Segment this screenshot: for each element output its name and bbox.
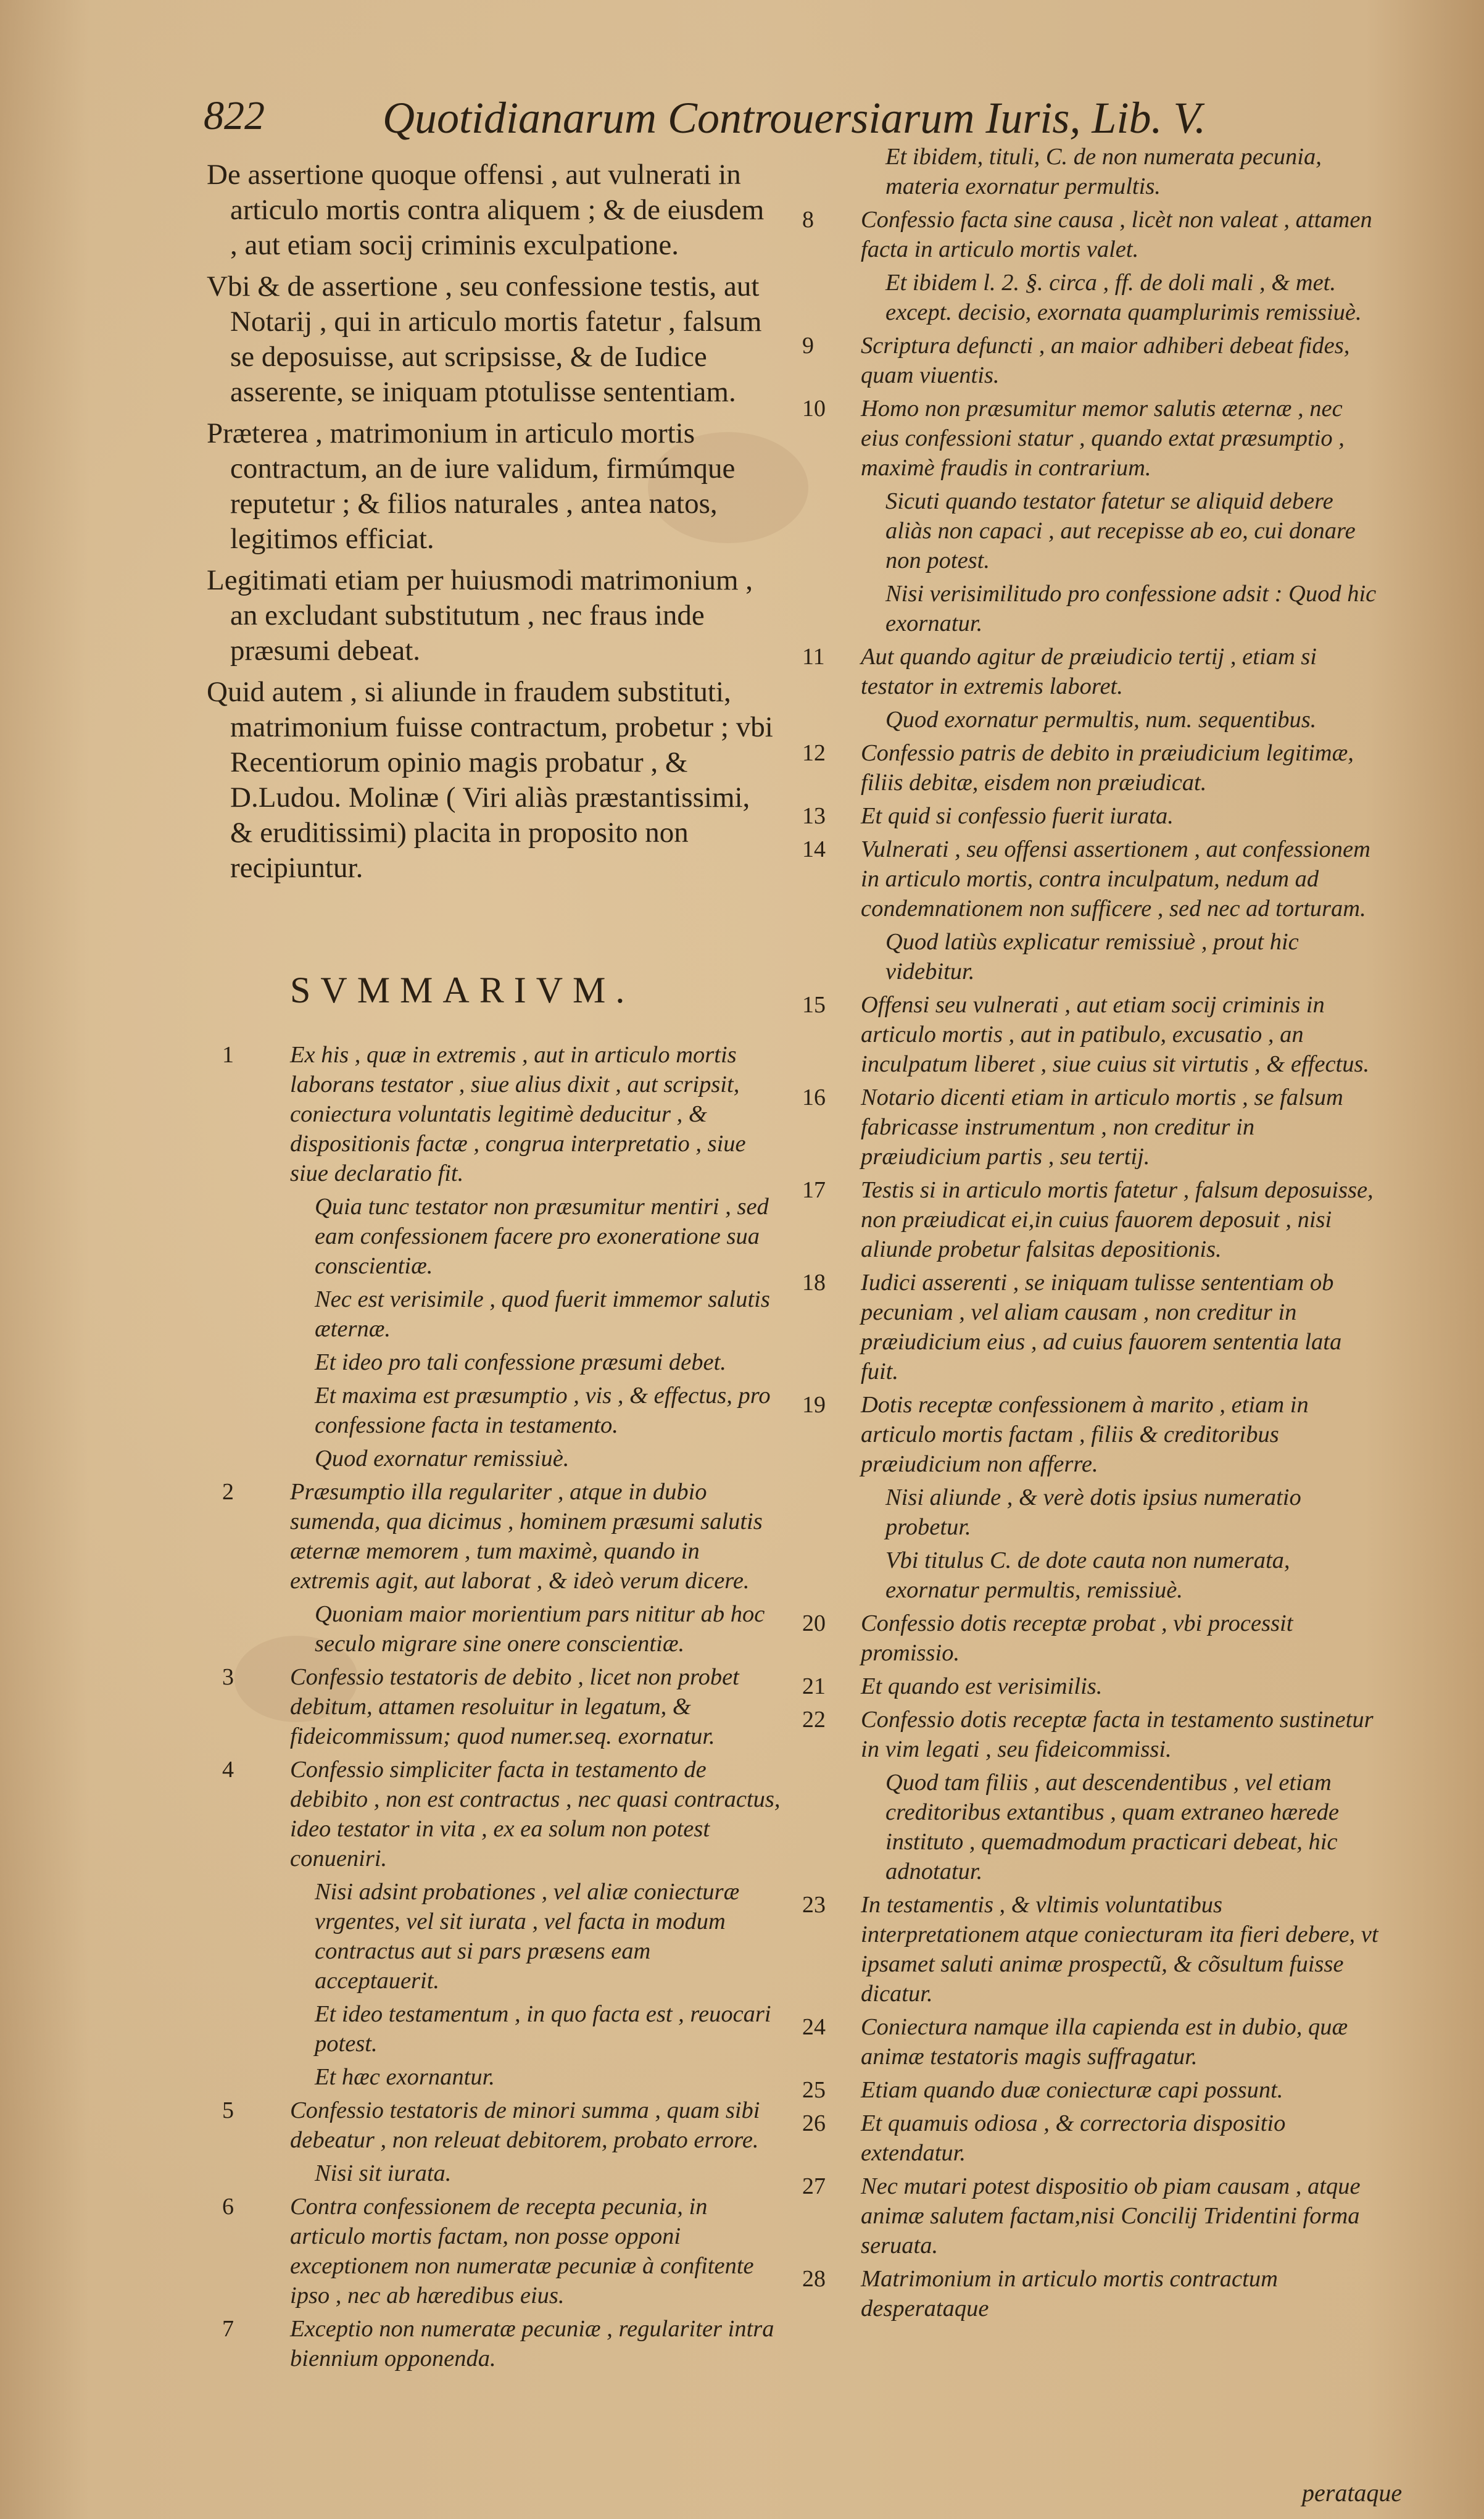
entry-number: 5: [222, 2097, 234, 2123]
entry-number: 15: [802, 992, 826, 1018]
entry-text: Nisi aliunde , & verè dotis ipsius numeratio probetur.: [885, 1484, 1301, 1540]
entry-text: Dotis receptæ confessionem à marito , etiam in articulo mortis factam , filiis & creditoribus præiudicium non afferre.: [861, 1392, 1309, 1477]
entry-text: Confessio simpliciter facta in testamento de debibito , non est contractus , nec quasi contractus, ideo testator in vita , ex ea solum non potest conueniri.: [290, 1757, 781, 1872]
entry-text: Coniectura namque illa capienda est in dubio, quæ animæ testatoris magis suffragatur.: [861, 2014, 1348, 2070]
entry-text: Nisi sit iurata.: [315, 2160, 452, 2186]
entry-number: 25: [802, 2077, 826, 2103]
entry-number: 21: [802, 1673, 826, 1699]
summary-entry: [802, 394, 1379, 483]
intro-paragraph: Legitimati etiam per huiusmodi matrimonium , an excludant substitutum , nec fraus inde præsumi debeat.: [207, 564, 753, 667]
entry-text: Nec mutari potest dispositio ob piam causam , atque animæ salutem factam,nisi Concilij Tridentini forma seruata.: [861, 2173, 1361, 2259]
entry-text: Nisi adsint probationes , vel aliæ coniecturæ vrgentes, vel sit iurata , vel facta in modum contractus aut si pars præsens eam acceptauerit.: [315, 1879, 740, 1994]
summary-entry: [802, 1768, 1379, 1886]
intro-paragraph: Quid autem , si aliunde in fraudem substituti, matrimonium fuisse contractum, probetur ; vbi Recentiorum opinio magis probatur , & D.Ludou. Molinæ ( Viri aliàs præstantissimi, & eruditissimi) placita in proposito non recipiuntur.: [207, 676, 773, 884]
summary-entry: [802, 579, 1379, 638]
entry-text: Nisi verisimilitudo pro confessione adsit : Quod hic exornatur.: [885, 581, 1377, 636]
entry-text: Et ideo pro tali confessione præsumi debet.: [315, 1349, 726, 1375]
entry-text: Confessio facta sine causa , licèt non valeat , attamen facta in articulo mortis valet.: [861, 207, 1372, 262]
catchword: perataque: [1302, 2479, 1403, 2507]
entry-text: Et ibidem, tituli, C. de non numerata pecunia, materia exornatur permultis.: [885, 144, 1322, 199]
entry-text: Præsumptio illa regulariter , atque in dubio sumenda, qua dicimus , hominem præsumi salutis æternæ memorem , tum maximè, quando in extremis agit, aut laborat , & ideò verum dicere.: [290, 1479, 763, 1594]
summary-entry: [802, 2171, 1379, 2260]
summary-entry: [222, 2192, 781, 2310]
entry-text: Quod exornatur permultis, num. sequentibus.: [885, 707, 1317, 733]
entry-text: Vbi titulus C. de dote cauta non numerata, exornatur permultis, remissiuè.: [885, 1547, 1290, 1603]
entry-number: 28: [802, 2266, 826, 2292]
summary-entry: [802, 2012, 1379, 2071]
running-title: Quotidianarum Controuersiarum Iuris, Lib. V.: [383, 93, 1206, 143]
entry-number: 19: [802, 1392, 826, 1418]
summary-left-column: [222, 1040, 781, 2377]
summary-entry: [222, 1444, 781, 1473]
entry-number: 20: [802, 1610, 826, 1636]
entry-text: Confessio testatoris de debito , licet non probet debitum, attamen resoluitur in legatum, & fideicommissum; quod numer.seq. exornatur.: [290, 1664, 739, 1749]
summary-entry: [222, 1599, 781, 1659]
summary-entry: [802, 142, 1379, 201]
entry-number: 23: [802, 1892, 826, 1918]
entry-number: 16: [802, 1085, 826, 1110]
entry-text: Homo non præsumitur memor salutis æternæ , nec eius confessioni statur , quando extat præsumptio , maximè fraudis in contrarium.: [861, 396, 1345, 481]
entry-number: 1: [222, 1042, 234, 1068]
entry-text: Notario dicenti etiam in articulo mortis , se falsum fabricasse instrumentum , non creditur in præiudicium partis , seu tertij.: [861, 1085, 1343, 1170]
entry-text: Et maxima est præsumptio , vis , & effectus, pro confessione facta in testamento.: [315, 1383, 771, 1438]
summary-entry: [802, 1546, 1379, 1605]
summary-entry: [802, 1083, 1379, 1172]
summary-entry: [222, 1347, 781, 1377]
entry-text: Quoniam maior morientium pars nititur ab hoc seculo migrare sine onere conscientiæ.: [315, 1601, 765, 1657]
summary-entry: [802, 1268, 1379, 1386]
summary-entry: [222, 1662, 781, 1751]
entry-number: 12: [802, 740, 826, 766]
entry-text: Nec est verisimile , quod fuerit immemor salutis æternæ.: [315, 1286, 770, 1342]
summary-heading: SVMMARIVM.: [290, 970, 635, 1010]
entry-text: Et ibidem l. 2. §. circa , ff. de doli mali , & met. except. decisio, exornata quamplurimis remissiuè.: [885, 270, 1362, 325]
summary-entry: [802, 205, 1379, 264]
entry-text: Iudici asserenti , se iniquam tulisse sententiam ob pecuniam , vel aliam causam , non creditur in præiudicium eius , ad cuius fauorem sententia lata fuit.: [861, 1270, 1342, 1384]
entry-text: Et quamuis odiosa , & correctoria dispositio extendatur.: [861, 2110, 1286, 2166]
entry-text: Scriptura defuncti , an maior adhiberi debeat fides, quam viuentis.: [861, 333, 1350, 388]
entry-number: 10: [802, 396, 826, 422]
summary-entry: [802, 801, 1379, 831]
summary-entry: [802, 2264, 1379, 2323]
entry-text: Et quid si confessio fuerit iurata.: [861, 803, 1174, 829]
summary-entry: [222, 1477, 781, 1596]
intro-paragraph: De assertione quoque offensi , aut vulnerati in articulo mortis contra aliquem ; & de eiusdem , aut etiam socij criminis exculpatione.: [207, 159, 765, 261]
entry-text: Vulnerati , seu offensi assertionem , aut confessionem in articulo mortis, contra inculpatum, nedum ad condemnationem non sufficere , sed nec ad torturam.: [861, 836, 1370, 922]
entry-number: 27: [802, 2173, 826, 2199]
summary-entry: [222, 2062, 781, 2092]
summary-entry: [802, 1890, 1379, 2009]
entry-number: 2: [222, 1479, 234, 1505]
entry-number: 3: [222, 1664, 234, 1690]
entry-number: 17: [802, 1177, 826, 1203]
entry-text: Matrimonium in articulo mortis contractum desperataque: [861, 2266, 1278, 2321]
summary-entry: [222, 2159, 781, 2188]
intro-paragraph: Vbi & de assertione , seu confessione testis, aut Notarij , qui in articulo mortis fatetur , falsum se deposuisse, aut scripsisse, & de Iudice asserente, se iniquam ptotulisse sententiam.: [207, 270, 762, 408]
entry-number: 8: [802, 207, 814, 233]
summary-entry: [802, 268, 1379, 327]
entry-number: 13: [802, 803, 826, 829]
entry-text: Quod latiùs explicatur remissiuè , prout hic videbitur.: [885, 929, 1299, 985]
summary-entry: [802, 738, 1379, 797]
summary-entry: [802, 486, 1379, 575]
entry-text: In testamentis , & vltimis voluntatibus interpretationem atque coniecturam ita fieri debere, vt ipsamet saluti animæ prospectũ, & cõsultum fuisse dicatur.: [861, 1892, 1378, 2007]
summary-entry: [222, 2314, 781, 2373]
summary-entry: [802, 835, 1379, 923]
entry-text: Offensi seu vulnerati , aut etiam socij criminis in articulo mortis , aut in patibulo, excusatio , an inculpatum liberet , siue cuius sit virtutis , & effectus.: [861, 992, 1370, 1077]
entry-text: Confessio dotis receptæ probat , vbi processit promissio.: [861, 1610, 1293, 1666]
summary-entry: [222, 1040, 781, 1188]
summary-entry: [222, 1284, 781, 1344]
entry-text: Quia tunc testator non præsumitur mentiri , sed eam confessionem facere pro exoneratione sua conscientiæ.: [315, 1194, 769, 1279]
entry-text: Contra confessionem de recepta pecunia, in articulo mortis factam, non posse opponi exceptionem non numeratæ pecuniæ à confitente ipso , nec ab hæredibus eius.: [290, 2194, 754, 2309]
summary-entry: [802, 2075, 1379, 2105]
summary-entry: [802, 1175, 1379, 1264]
entry-number: 24: [802, 2014, 826, 2040]
entry-text: Etiam quando duæ coniecturæ capi possunt.: [861, 2077, 1283, 2103]
summary-entry: [222, 1381, 781, 1440]
entry-number: 14: [802, 836, 826, 862]
summary-entry: [802, 990, 1379, 1079]
entry-text: Exceptio non numeratæ pecuniæ , regulariter intra biennium opponenda.: [290, 2316, 774, 2371]
entry-number: 7: [222, 2316, 234, 2342]
summary-entry: [802, 1705, 1379, 1764]
entry-text: Confessio testatoris de minori summa , quam sibi debeatur , non releuat debitorem, probato errore.: [290, 2097, 760, 2153]
summary-entry: [802, 331, 1379, 390]
summary-entry: [802, 642, 1379, 701]
summary-entry: [222, 2096, 781, 2155]
entry-text: Ex his , quæ in extremis , aut in articulo mortis laborans testator , siue alius dixit , aut scripsit, coniectura voluntatis legitimè deducitur , & dispositionis factæ , congrua interpretatio , siue siue declaratio fit.: [290, 1042, 746, 1186]
left-intro-column: [207, 157, 774, 892]
entry-text: Sicuti quando testator fatetur se aliquid debere aliàs non capaci , aut recepisse ab eo, cui donare non potest.: [885, 488, 1356, 573]
summary-entry: [222, 1192, 781, 1281]
page-number: 822: [204, 93, 265, 138]
summary-entry: [802, 927, 1379, 986]
entry-text: Testis si in articulo mortis fatetur , falsum deposuisse, non præiudicat ei,in cuius fauorem deposuit , nisi aliunde probetur falsitas depositionis.: [861, 1177, 1374, 1262]
entry-text: Quod exornatur remissiuè.: [315, 1446, 570, 1472]
summary-entry: [802, 1483, 1379, 1542]
entry-number: 18: [802, 1270, 826, 1296]
summary-entry: [222, 1999, 781, 2059]
summary-entry: [802, 2109, 1379, 2168]
summary-entry: [802, 1672, 1379, 1701]
entry-number: 11: [802, 644, 825, 670]
entry-text: Confessio dotis receptæ facta in testamento sustinetur in vim legati , seu fideicommissi.: [861, 1707, 1374, 1762]
summary-entry: [802, 705, 1379, 735]
entry-text: Et hæc exornantur.: [315, 2064, 495, 2090]
summary-right-column: [802, 142, 1379, 2327]
entry-text: Et ideo testamentum , in quo facta est , reuocari potest.: [315, 2001, 771, 2057]
summary-entry: [802, 1390, 1379, 1479]
entry-number: 9: [802, 333, 814, 359]
entry-text: Aut quando agitur de præiudicio tertij , etiam si testator in extremis laboret.: [861, 644, 1317, 699]
intro-paragraph: Præterea , matrimonium in articulo mortis contractum, an de iure validum, firmúmque reputetur ; & filios naturales , antea natos, legitimos efficiat.: [207, 417, 736, 555]
summary-entry: [222, 1755, 781, 1873]
entry-number: 6: [222, 2194, 234, 2220]
summary-entry: [802, 1609, 1379, 1668]
entry-number: 4: [222, 1757, 234, 1783]
entry-number: 22: [802, 1707, 826, 1733]
entry-text: Confessio patris de debito in præiudicium legitimæ, filiis debitæ, eisdem non præiudicat.: [861, 740, 1354, 796]
entry-number: 26: [802, 2110, 826, 2136]
entry-text: Quod tam filiis , aut descendentibus , vel etiam creditoribus extantibus , quam extraneo hærede instituto , quemadmodum practicari debeat, hic adnotatur.: [885, 1770, 1339, 1884]
entry-text: Et quando est verisimilis.: [861, 1673, 1103, 1699]
summary-entry: [222, 1877, 781, 1996]
